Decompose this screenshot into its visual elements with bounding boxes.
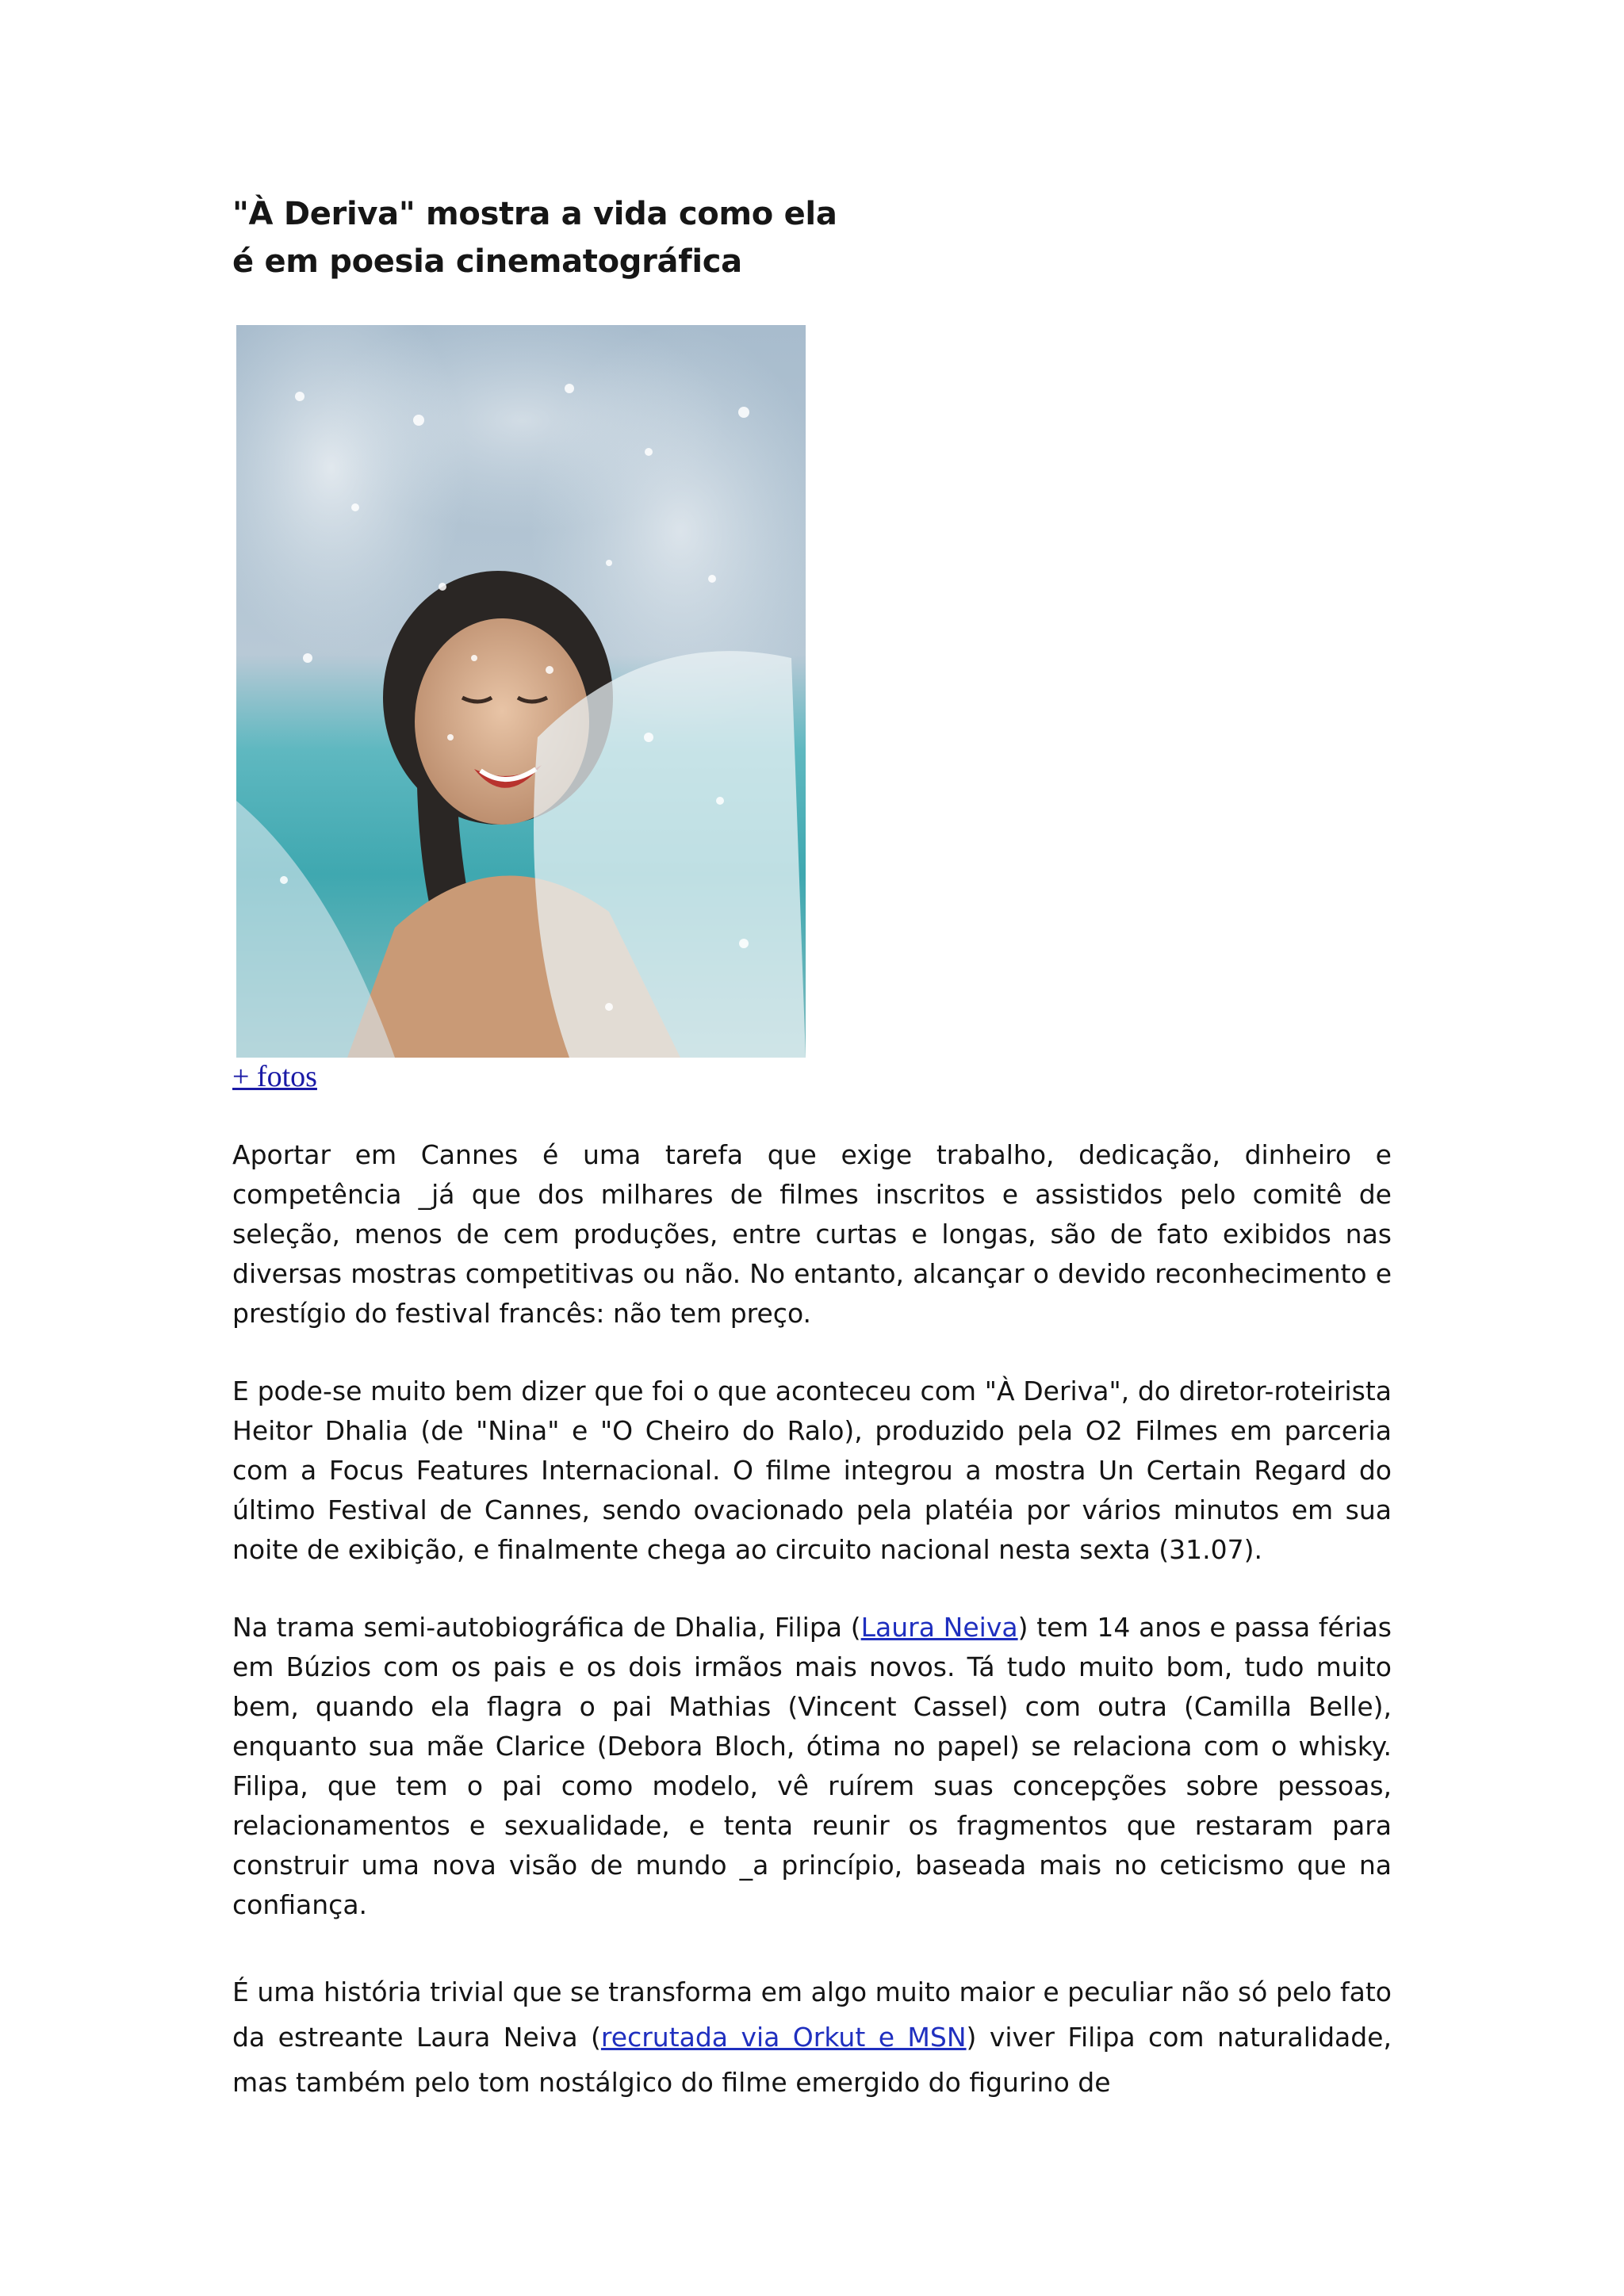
laura-neiva-link[interactable]: Laura Neiva [860,1612,1018,1643]
article-paragraph-2: E pode-se muito bem dizer que foi o que aconteceu com "À Deriva", do diretor-roteirista Heitor Dhalia (de "Nina" e "O Cheiro do Ralo), produzido pela O2 Filmes em parceria com a Focus Features Internacional. O filme integrou a mostra Un Certain Regard do último Festival de Cannes, sendo ovacionado pela platéia por vários minutos em sua noite de exibição, e finalmente chega ao circuito nacional nesta sexta (31.07). [232,1376,1392,1565]
article-paragraph-3 [232,1608,1392,1925]
paragraph-4-text-end: ) viver Filipa com naturalidade, mas também pelo tom nostálgico do filme emergido do figurino de [232,2022,1392,2098]
article-title [232,190,946,285]
article-photo[interactable] [236,325,806,1058]
paragraph-3-text-start: Na trama semi-autobiográfica de Dhalia, Filipa ( [232,1612,861,1643]
article-paragraph-1: Aportar em Cannes é uma tarefa que exige trabalho, dedicação, dinheiro e competência _já que dos milhares de filmes inscritos e assistidos pelo comitê de seleção, menos de cem produções, entre curtas e longas, são de fato exibidos nas diversas mostras competitivas ou não. No entanto, alcançar o devido reconhecimento e prestígio do festival francês: não tem preço. [232,1139,1392,1329]
orkut-msn-link[interactable]: recrutada via Orkut e MSN [600,2022,967,2053]
article-title-line-1: "À Deriva" mostra a vida como ela [232,196,837,232]
article-paragraph-4 [232,1969,1392,2105]
paragraph-3-text-end: ) tem 14 anos e passa férias em Búzios com os pais e os dois irmãos mais novos. Tá tudo muito bom, tudo muito bem, quando ela flagra o pai Mathias (Vincent Cassel) com outra (Camilla Belle), enquanto sua mãe Clarice (Debora Bloch, ótima no papel) se relaciona com o whisky. Filipa, que tem o pai como modelo, vê ruírem suas concepções sobre pessoas, relacionamentos e sexualidade, e tenta reunir os fragmentos que restaram para construir uma nova visão de mundo _a princípio, baseada mais no ceticismo que na confiança. [232,1612,1392,1920]
more-photos-link[interactable]: + fotos [232,1060,317,1093]
paragraph-4-text-start: É uma história trivial que se transforma em algo muito maior e peculiar não só pelo fato da estreante Laura Neiva ( [232,1976,1392,2053]
article-title-line-2: é em poesia cinematográfica [232,243,742,280]
swimmer-splash-image [236,325,806,1058]
